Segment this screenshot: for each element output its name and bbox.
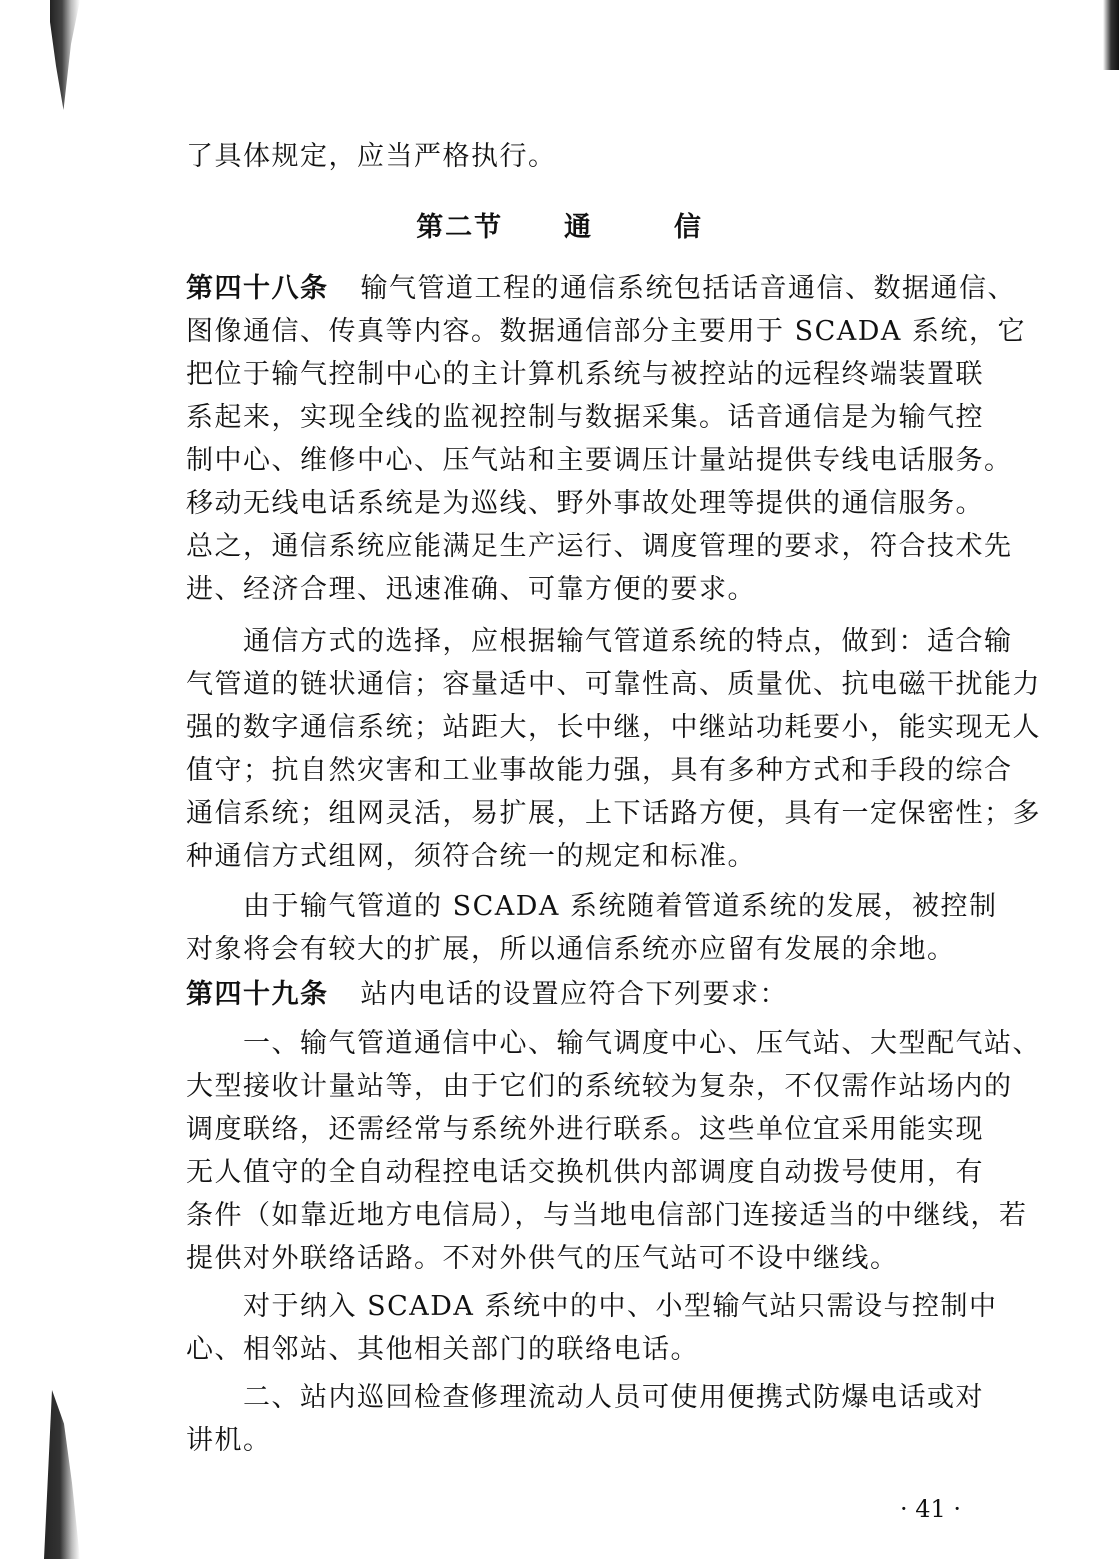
article-49-text: 站内电话的设置应符合下列要求： [360,979,788,1010]
list-item-line: 无人值守的全自动程控电话交换机供内部调度自动拨号使用，有 [186,1157,984,1188]
article-48-line: 总之，通信系统应能满足生产运行、调度管理的要求，符合技术先 [186,531,1013,562]
list-item-line: 大型接收计量站等，由于它们的系统较为复杂，不仅需作站场内的 [186,1071,1013,1102]
article-48-line: 图像通信、传真等内容。数据通信部分主要用于 SCADA 系统，它 [186,316,1026,347]
scan-edge-shadow [50,0,80,110]
article-48-line: 制中心、维修中心、压气站和主要调压计量站提供专线电话服务。 [186,445,1013,476]
article-49-label: 第四十九条 [186,979,329,1010]
article-48-line: 移动无线电话系统是为巡线、野外事故处理等提供的通信服务。 [186,488,984,519]
section-heading [0,205,1119,244]
paragraph-line: 气管道的链状通信；容量适中、可靠性高、质量优、抗电磁干扰能力 [186,669,1041,700]
article-48-line: 输气管道工程的通信系统包括话音通信、数据通信、 [360,273,1016,304]
section-title-char: 信 [673,212,703,243]
list-item-line: 提供对外联络话路。不对外供气的压气站可不设中继线。 [186,1243,899,1274]
article-48-label: 第四十八条 [186,273,329,304]
paragraph-line: 强的数字通信系统；站距大，长中继，中继站功耗要小，能实现无人 [186,712,1041,743]
list-item-line: 条件（如靠近地方电信局），与当地电信部门连接适当的中继线，若 [186,1200,1028,1231]
section-title-char: 通 [564,212,593,243]
list-item-line: 一、输气管道通信中心、输气调度中心、压气站、大型配气站、 [243,1028,1041,1059]
article-48-line: 进、经济合理、迅速准确、可靠方便的要求。 [186,574,756,605]
section-number: 第二节 [416,212,504,243]
article-49-line [186,978,1001,1012]
paragraph-line: 对象将会有较大的扩展，所以通信系统亦应留有发展的余地。 [186,934,956,965]
article-48-line: 把位于输气控制中心的主计算机系统与被控站的远程终端装置联 [186,359,984,390]
article-48-line: 系起来，实现全线的监视控制与数据采集。话音通信是为输气控 [186,402,984,433]
paragraph-line: 心、相邻站、其他相关部门的联络电话。 [186,1334,699,1365]
paragraph-line: 值守；抗自然灾害和工业事故能力强，具有多种方式和手段的综合 [186,755,1013,786]
article-48-first-line [186,272,1016,306]
scan-edge-shadow [1103,0,1119,70]
paragraph-line: 种通信方式组网，须符合统一的规定和标准。 [186,841,756,872]
list-item-line: 调度联络，还需经常与系统外进行联系。这些单位宜采用能实现 [186,1114,984,1145]
scan-edge-shadow [40,1390,80,1559]
list-item-line: 二、站内巡回检查修理流动人员可使用便携式防爆电话或对 [243,1382,984,1413]
paragraph-line: 通信方式的选择，应根据输气管道系统的特点，做到：适合输 [243,626,1013,657]
continuation-line: 了具体规定，应当严格执行。 [186,141,557,172]
paragraph-line: 对于纳入 SCADA 系统中的中、小型输气站只需设与控制中 [243,1291,998,1322]
list-item-line: 讲机。 [186,1425,272,1456]
paragraph-line: 通信系统；组网灵活，易扩展，上下话路方便，具有一定保密性；多 [186,798,1041,829]
paragraph-line: 由于输气管道的 SCADA 系统随着管道系统的发展，被控制 [243,891,998,922]
page-number: · 41 · [900,1495,962,1523]
